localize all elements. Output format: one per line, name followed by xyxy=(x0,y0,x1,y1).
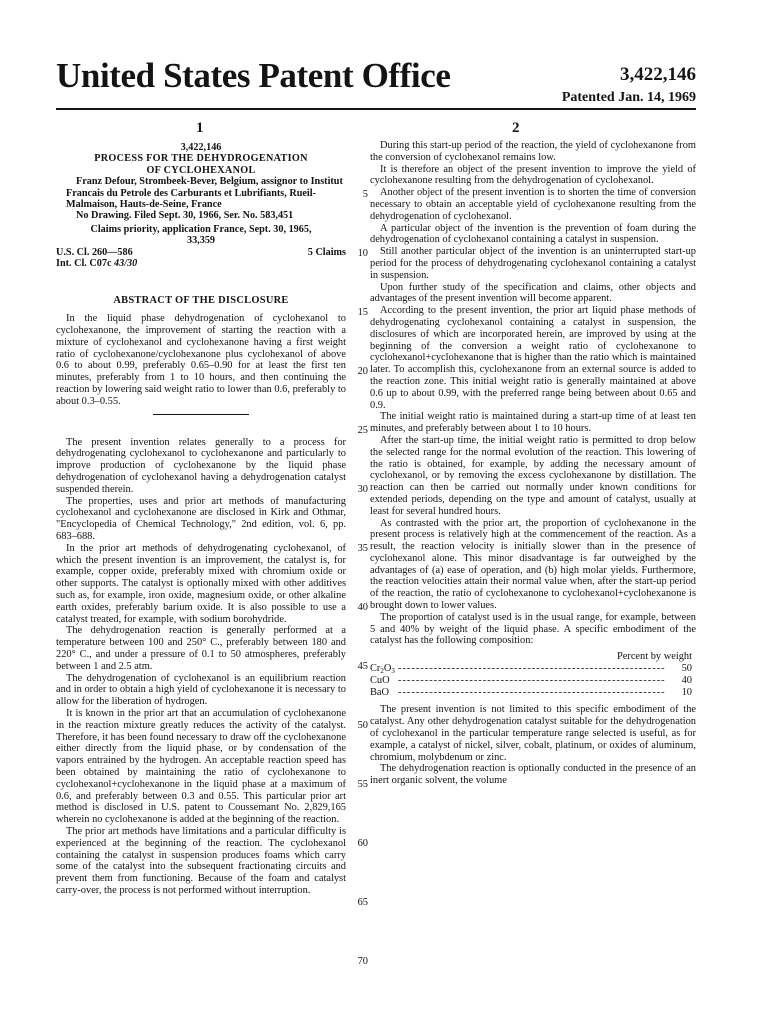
compound-name: CuO xyxy=(370,674,390,686)
abstract-heading: ABSTRACT OF THE DISCLOSURE xyxy=(113,295,289,307)
compound-name: BaO xyxy=(370,686,390,698)
abstract-divider xyxy=(153,414,249,415)
right-paragraph: Another object of the present invention is to shorten the time of conversion necessary to obtain an acceptable yield of cyclohexanone resulting from the dehydrogenation of cyclohexanol. xyxy=(370,187,696,222)
biblio-number: 3,422,146 xyxy=(180,142,222,153)
composition-row xyxy=(370,663,696,675)
right-paragraph: After the start-up time, the initial weight ratio is permitted to drop below the selected range for the normal evolution of the reaction. This lowering of the ratio is obtained, for example, by adding the necessary amount of cyclohexanol, or by removing the excess cyclohexanone by distillation. The reaction can then be carried out normally under known conditions for extended periods, depending on the type and amount of catalyst, usually at least for several hundred hours. xyxy=(370,434,696,517)
right-paragraph: The proportion of catalyst used is in the usual range, for example, between 5 and 40% by weight of the liquid phase. A specific embodiment of the catalyst has the following composition: xyxy=(370,611,696,647)
left-paragraph: The dehydrogenation of cyclohexanol is an equilibrium reaction and in order to obtain a high yield of cyclohexanone it is necessary to allow for the liberation of hydrogen. xyxy=(56,672,346,708)
applicant-info: Franz Defour, Strombeek-Bever, Belgium, assignor to Institut Francais du Petrole des Carburants et Lubrifiants, Rueil-Malmaison, Hauts-de-Seine, France xyxy=(66,176,343,211)
us-class-row xyxy=(56,247,346,258)
line-number: 40 xyxy=(357,602,368,613)
priority-line-2: 33,359 xyxy=(186,235,215,247)
right-column xyxy=(370,140,696,787)
right-paragraph: It is therefore an object of the present invention to improve the yield of cyclohexanone resulting from the dehydrogenation of cyclohexanol. xyxy=(370,163,696,187)
dot-leader: ------------------------------------------------------------ xyxy=(398,663,666,675)
int-class-row xyxy=(56,258,346,269)
compound-percent: 50 xyxy=(681,663,692,675)
int-class-value: 43/30 xyxy=(114,258,138,270)
dot-leader: ------------------------------------------------------------ xyxy=(398,674,666,686)
filing-info: No Drawing. Filed Sept. 30, 1966, Ser. No. 583,451 xyxy=(76,210,294,222)
line-number: 15 xyxy=(357,307,368,318)
line-number: 5 xyxy=(362,189,368,200)
line-number: 60 xyxy=(357,838,368,849)
patent-title-line-2: OF CYCLOHEXANOL xyxy=(146,164,256,176)
column-number-right: 2 xyxy=(512,120,520,136)
compound-name: $Cr_2O_3$ xyxy=(370,663,395,676)
right-paragraph: The initial weight ratio is maintained during a start-up time of at least ten minutes, and preferably between about 1 to 10 hours. xyxy=(370,411,696,435)
line-number: 20 xyxy=(357,366,368,377)
left-column xyxy=(56,140,346,897)
right-paragraph: A particular object of the invention is the prevention of foam during the dehydrogenation of cyclohexanol containing a catalyst in suspension. xyxy=(370,222,696,246)
masthead-title: United States Patent Office xyxy=(56,56,451,95)
abstract-text: In the liquid phase dehydrogenation of cyclohexanol to cyclohexanone, the improvement of starting the reaction with a mixture of cyclohexanol and cyclohexanone having a first weight ratio of cyclohexanone/cyclohexanone plus cyclohexanol of above 0.6 to about 0.99, preferably 0.65–0.90 for at least the first ten minutes, preferably from 1 to 10 hours, and then continuing the reaction by lowering said weight ratio to lower than 0.6, preferably to about 0.3–0.55. xyxy=(56,313,346,407)
line-number: 30 xyxy=(357,484,368,495)
composition-row xyxy=(370,675,696,687)
left-paragraph: The dehydrogenation reaction is generally performed at a temperature between 100 and 250° C., preferably between 180 and 220° C., and under a pressure of 0.1 to 50 atmospheres, preferably between 1 and 2.5 atm. xyxy=(56,625,346,672)
compound-percent: 10 xyxy=(681,686,692,698)
line-number: 50 xyxy=(357,720,368,731)
right-paragraph: The present invention is not limited to this specific embodiment of the catalyst. Any other dehydrogenation catalyst suitable for the dehydrogenation of cyclohexanol in the particular temperature range selected is useful, as for example, a catalyst of nickel, silver, cobalt, platinum, or oxides of aluminum, chromium, molybdenum or zinc. xyxy=(370,704,696,763)
line-number: 10 xyxy=(357,248,368,259)
claims-count: 5 Claims xyxy=(307,246,346,258)
left-paragraph: The properties, uses and prior art methods of manufacturing cyclohexanol and cyclohexanone are disclosed in Kirk and Othmar, "Encyclopedia of Chemical Technology," 2nd edition, vol. 6, pp. 683–688. xyxy=(56,495,346,543)
right-paragraph: During this start-up period of the reaction, the yield of cyclohexanone from the conversion of cyclohexanol remains low. xyxy=(370,140,696,163)
dot-leader: ------------------------------------------------------------ xyxy=(398,686,666,698)
column-number-left: 1 xyxy=(196,120,204,136)
left-paragraph: The present invention relates generally to a process for dehydrogenating cyclohexanol to cyclohexanone and particularly to improve production of cyclohexanone by the liquid phase dehydrogenation of cyclohexanol having a dehydrogenation catalyst suspended therein. xyxy=(56,436,346,495)
line-number: 65 xyxy=(357,897,368,908)
line-number: 25 xyxy=(357,425,368,436)
header-rule xyxy=(56,108,696,110)
patented-date: Patented Jan. 14, 1969 xyxy=(561,90,696,105)
right-paragraph: According to the present invention, the prior art liquid phase methods of dehydrogenating cyclohexanol containing a catalyst in suspension, the disclosures of which are incorporated herein, are improved by using at the beginning of the conversion a weight ratio of cyclohexanone to cyclohexanol+cyclohexanone that is higher than the ratio which is maintained later. To accomplish this, cyclohexanone from an external source is added to the reaction zone. This initial weight ratio is generally maintained at above 0.6 up to about 0.99, with the preferred range being between about 0.65 and 0.9. xyxy=(370,305,696,411)
patent-title-line-1: PROCESS FOR THE DEHYDROGENATION xyxy=(94,153,308,165)
priority-line-1: Claims priority, application France, Sept. 30, 1965, xyxy=(90,223,312,235)
catalyst-composition-table xyxy=(370,651,696,698)
left-paragraph: It is known in the prior art that an accumulation of cyclohexanone in the reaction mixture greatly reduces the activity of the catalyst. Therefore, it has been found necessary to draw off the cyclohexanone either directly from the liquid phase, or by condensation of the vapors entrained by the hydrogen. An acceptable reaction speed has been obtained by maintaining the ratio of cyclohexanone to cyclohexanol+cyclohexanone in the liquid phase at a maximum of 0.6, and preferably between 0.3 and 0.55. This particular prior art method is disclosed in U.S. patent to Coussemant No. 2,829,165 wherein no cyclohexanone is added at the beginning of the reaction. xyxy=(56,707,346,826)
left-paragraph: In the prior art methods of dehydrogenating cyclohexanol, of which the present invention is an improvement, the catalyst is, for example, copper oxide, preferably mixed with chromium oxide or other supports. The catalyst is optionally mixed with other additives such as, for example, iron oxide, magnesium oxide, or other alkaline earth oxides, preferably barium oxide. It is also possible to use a catalyst treated, for example, with sodium borohydride. xyxy=(56,542,346,625)
bibliographic-block xyxy=(56,142,346,176)
right-paragraph: Still another particular object of the invention is an uninterrupted start-up period for the process of dehydrogenating cyclohexanol containing a catalyst in suspension. xyxy=(370,246,696,281)
composition-row xyxy=(370,687,696,699)
int-class-label: Int. Cl. C07c xyxy=(56,258,112,270)
line-number: 45 xyxy=(357,661,368,672)
patent-number: 3,422,146 xyxy=(620,64,696,85)
composition-header: Percent by weight xyxy=(616,651,692,663)
line-number: 70 xyxy=(357,956,368,967)
line-number: 55 xyxy=(357,779,368,790)
line-number: 35 xyxy=(357,543,368,554)
us-class: U.S. Cl. 260—586 xyxy=(56,246,133,258)
right-paragraph: Upon further study of the specification and claims, other objects and advantages of the present invention will become apparent. xyxy=(370,281,696,305)
compound-percent: 40 xyxy=(681,674,692,686)
left-paragraph: The prior art methods have limitations and a particular difficulty is experienced at the beginning of the reaction. The cyclohexanol containing the catalyst in suspension produces foams which carry some of the catalyst into the subsequent fractionating circuits and prevent them from functioning. Because of the foam and catalyst carry-over, the process is not performed without interruption. xyxy=(56,825,346,896)
right-paragraph: The dehydrogenation reaction is optionally conducted in the presence of an inert organic solvent, the volume xyxy=(370,763,696,787)
right-paragraph: As contrasted with the prior art, the proportion of cyclohexanone in the present process is relatively high at the commencement of the reaction. As a result, the reaction velocity is initially slower than in the presence of cyclohexanol alone. This minor disadvantage is far outweighed by the advantages of (a) ease of operation, and (b) high molar yields. Furthermore, the reaction velocities attain their normal value when, after the start-up period of the reaction, the ratio of cyclohexanone to cyclohexanol+cyclohexanone is brought down to lower values. xyxy=(370,517,696,612)
